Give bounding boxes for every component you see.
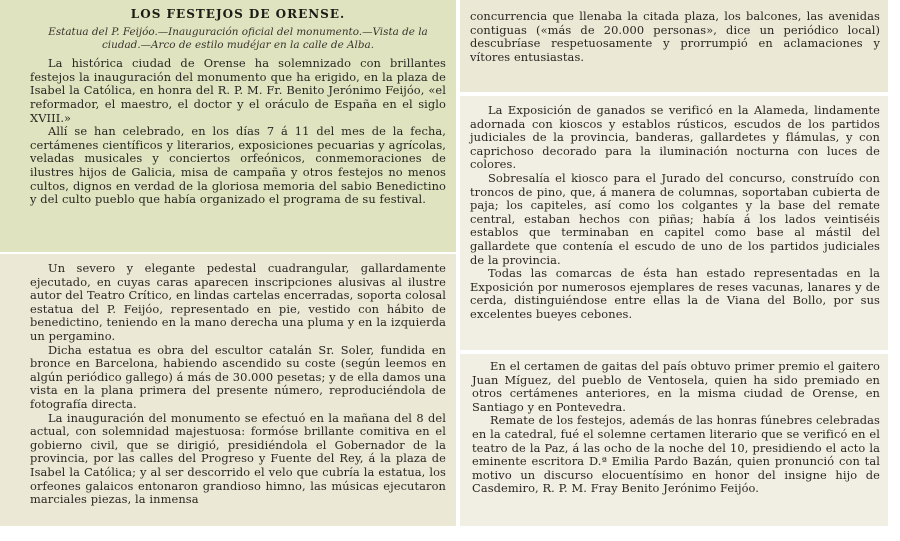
clipping-exhibition — [460, 96, 888, 350]
clipping-intro — [0, 0, 456, 252]
paragraph-10: En el certamen de gaitas del país obtuvo primer premio el gaitero Juan Míguez, del pueblo de Ventosela, quien ha sido premiado en otros certámenes anteriores, en la misma ciudad de Orense, en Santiago y en Pontevedra. — [472, 359, 880, 414]
paragraph-6: concurrencia que llenaba la citada plaza, los balcones, las avenidas contiguas («más de 20.000 personas», dice un periódico local) descubríase respetuosamente y prorrumpió en aclamaciones y vítores entusiastas. — [470, 9, 880, 64]
paragraph-1: La histórica ciudad de Orense ha solemnizado con brillantes festejos la inauguración del monumento que ha erigido, en la plaza de Isabel la Católica, en honra del R. P. M. Fr. Benito Jerónimo Feijóo, «el reformador, el maestro, el doctor y el oráculo de España en el siglo XVIII.» — [30, 56, 446, 125]
paragraph-8: Sobresalía el kiosco para el Jurado del concurso, construído con troncos de pino, que, á manera de columnas, soportaban cubierta de paja; los capiteles, así como los colgantes y la base del remate central, estaban hechos con piñas; había á los lados veintiséis establos que terminaban en capitel como base al mástil del gallardete que contenía el escudo de uno de los partidos judiciales de la provincia. — [470, 170, 880, 267]
article-subtitle: Estatua del P. Feijóo.—Inauguración oficial del monumento.—Vista de la ciudad.—Arco de estilo mudéjar en la calle de Alba. — [48, 26, 428, 51]
paragraph-3: Un severo y elegante pedestal cuadrangular, gallardamente ejecutado, en cuyas caras aparecen inscripciones alusivas al ilustre autor del Teatro Crítico, en lindas cartelas encerradas, soporta colosal estatua del P. Feijóo, representado en pie, vestido con hábito de benedictino, teniendo en la mano derecha una pluma y en la izquierda un pergamino. — [30, 261, 446, 343]
paragraph-11: Remate de los festejos, además de las honras fúnebres celebradas en la catedral, fué el solemne certamen literario que se verificó en el teatro de la Paz, á las ocho de la noche del 10, presidiendo el acto la eminente escritora D.ª Emilia Pardo Bazán, quien pronunció con tal motivo un discurso elocuentísimo en honor del insigne hijo de Casdemiro, R. P. M. Fray Benito Jerónimo Feijóo. — [472, 413, 880, 496]
clipping-statue — [0, 254, 456, 526]
paragraph-9: Todas las comarcas de ésta han estado representadas en la Exposición por numerosos ejemplares de reses vacunas, lanares y de cerda, distinguiéndose entre ellas la de Viana del Bollo, por sus excelentes bueyes cebones. — [470, 266, 880, 321]
paragraph-7: La Exposición de ganados se verificó en la Alameda, lindamente adornada con kioscos y establos rústicos, escudos de los partidos judiciales de la provincia, banderas, gallardetes y flámulas, y con caprichoso decorado para la iluminación nocturna con luces de colores. — [470, 103, 880, 172]
paragraph-2: Allí se han celebrado, en los días 7 á 11 del mes de la fecha, certámenes científicos y literarios, exposiciones pecuarias y agrícolas, veladas musicales y conciertos orfeónicos, conmemoraciones de ilustres hijos de Galicia, misa de campaña y otros festejos no menos cultos, dignos en verdad de la gloriosa memoria del sabio Benedictino y del culto pueblo que había organizado el programa de su festival. — [30, 124, 446, 207]
article-title: LOS FESTEJOS DE ORENSE. — [130, 7, 346, 21]
clipping-certamen — [460, 354, 888, 526]
paragraph-4: Dicha estatua es obra del escultor catalán Sr. Soler, fundida en bronce en Barcelona, habiendo ascendido su coste (según leemos en algún periódico gallego) á más de 30.000 pesetas; y de ella damos una vista en la plana primera del presente número, reproduciéndola de fotografía directa. — [30, 342, 446, 411]
paragraph-5: La inauguración del monumento se efectuó en la mañana del 8 del actual, con solemnidad majestuosa: formóse brillante comitiva en el gobierno civil, que se dirigió, presidiéndola el Gobernador de la provincia, por las calles del Progreso y Fuente del Rey, á la plaza de Isabel la Católica; y al ser descorrido el velo que cubría la estatua, los orfeones galaicos entonaron grandioso himno, las músicas ejecutaron marciales piezas, la inmensa — [30, 410, 446, 507]
clipping-crowd — [460, 0, 888, 92]
